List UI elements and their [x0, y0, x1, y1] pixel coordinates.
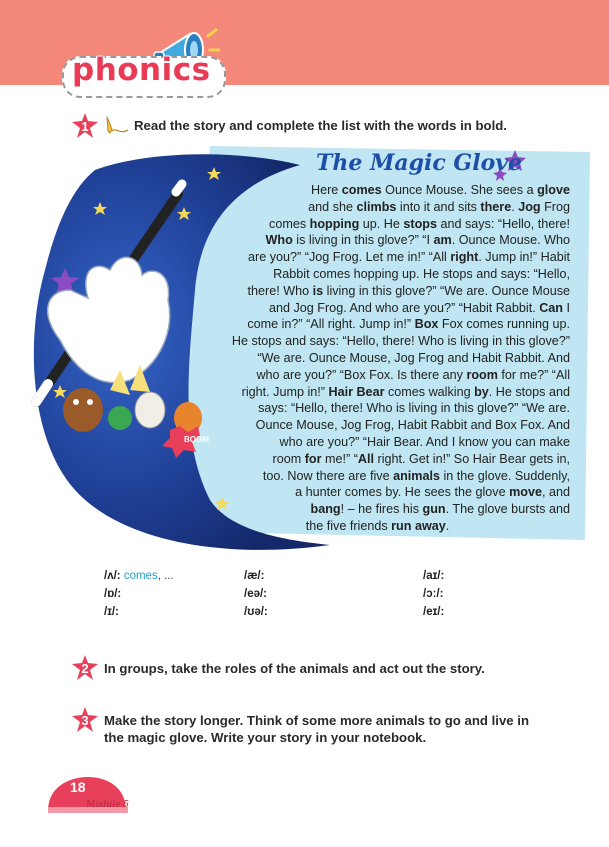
- pencil-icon: [104, 115, 130, 135]
- story-line: and she climbs into it and sits there. Jog Frog: [308, 199, 570, 214]
- sound-row: /ɔː/:: [423, 588, 444, 600]
- sound-row: /ɒ/:: [104, 588, 122, 600]
- bold-word: All: [357, 451, 375, 466]
- bold-word: move: [509, 485, 542, 500]
- sound-row: /eɪ/:: [423, 606, 445, 618]
- exercise-2-badge: [72, 655, 98, 681]
- bold-word: there: [480, 199, 512, 214]
- bold-word: animals: [393, 468, 440, 483]
- sound-row: /eə/:: [244, 588, 268, 600]
- story-line: says: “Hello, there! Who is living in this glove?” “We are.: [258, 401, 570, 416]
- story-line: who are you?” “Hair Bear. And I know you can make: [279, 434, 570, 449]
- bold-word: bang: [310, 502, 341, 517]
- bold-word: by: [474, 384, 489, 399]
- story-line: Ounce Mouse, Jog Frog, Habit Rabbit and Box Fox. And: [255, 418, 570, 433]
- sound-row: /æ/:: [244, 570, 265, 582]
- story-line: room for me!” “All right. Get in!” So Hair Bear gets in,: [272, 451, 570, 466]
- story-line: there! Who is living in this glove?” “We are. Ounce Mouse: [247, 283, 570, 298]
- bold-word: hopping: [309, 216, 360, 231]
- bold-word: Who: [265, 233, 293, 248]
- bold-word: Box: [414, 317, 439, 332]
- sound-row: /ʌ/: comes, ...: [104, 570, 174, 582]
- bold-word: right: [450, 250, 479, 265]
- story-line: comes hopping up. He stops and says: “Hello, there!: [269, 216, 570, 231]
- story-line: a hunter comes by. He sees the glove move, and: [295, 485, 570, 500]
- exercise-3-number: 3: [81, 713, 89, 728]
- boom-text: BOOM: [184, 435, 209, 444]
- exercise-3-instruction-line-2: the magic glove. Write your story in your notebook.: [104, 730, 427, 745]
- bold-word: climbs: [356, 199, 397, 214]
- story-line: and Jog Frog. And who are you?” “Habit Rabbit. Can I: [268, 300, 570, 315]
- story-line: Here comes Ounce Mouse. She sees a glove: [310, 183, 570, 197]
- story-line: too. Now there are five animals in the glove. Suddenly,: [262, 468, 570, 483]
- bold-word: for: [304, 451, 322, 466]
- exercise-1-number: 1: [81, 119, 89, 134]
- logo-text: phonics: [72, 52, 211, 88]
- story-line: are you?” “Jog Frog. Let me in!” “All right. Jump in!” Habit: [248, 250, 570, 265]
- exercise-1-instruction: Read the story and complete the list with the words in bold.: [134, 118, 507, 133]
- story-line: Who is living in this glove?” “I am. Ounce Mouse. Who: [265, 233, 570, 248]
- story-line: He stops and says: “Hello, there! Who is living in this glove?”: [231, 334, 570, 349]
- bold-word: run away: [391, 518, 446, 533]
- exercise-2-instruction: In groups, take the roles of the animals and act out the story.: [104, 661, 485, 676]
- module-label: Module 5: [86, 800, 129, 810]
- bold-word: Hair Bear: [328, 384, 385, 399]
- sound-row: /aɪ/:: [423, 570, 445, 582]
- sound-row: /ɪ/:: [104, 606, 119, 618]
- story-line: who are you?” “Box Fox. Is there any room for me?” “All: [256, 367, 570, 382]
- story-line: right. Jump in!” Hair Bear comes walking by. He stops and: [241, 384, 570, 399]
- phonics-logo: [62, 26, 237, 98]
- story-line: Rabbit comes hopping up. He stops and says: “Hello,: [273, 266, 570, 281]
- exercise-2-number: 2: [81, 661, 89, 676]
- bold-word: room: [466, 367, 498, 382]
- story-text: [185, 182, 570, 535]
- story-title: The Magic Glove: [316, 150, 523, 176]
- story-line: come in?” “All right. Jump in!” Box Fox comes running up.: [247, 317, 570, 332]
- story-line: “We are. Ounce Mouse, Jog Frog and Habit Rabbit. And: [257, 350, 570, 365]
- bold-word: am: [433, 233, 452, 248]
- exercise-3-instruction-line-1: Make the story longer. Think of some more animals to go and live in: [104, 713, 530, 728]
- bold-word: comes: [341, 183, 382, 197]
- story-line: bang! – he fires his gun. The glove bursts and: [310, 502, 570, 517]
- bold-word: is: [312, 283, 324, 298]
- bold-word: stops: [403, 216, 437, 231]
- bold-word: Jog: [518, 199, 541, 214]
- bold-word: gun: [422, 502, 446, 517]
- exercise-1-badge: [72, 113, 98, 139]
- bold-word: Can: [539, 300, 563, 315]
- sound-row: /ʊə/:: [244, 606, 268, 618]
- exercise-3-badge: [72, 707, 98, 733]
- story-line: the five friends run away.: [305, 518, 450, 533]
- example-word: comes: [123, 570, 158, 582]
- bold-word: glove: [537, 183, 570, 197]
- page-number: 18: [70, 779, 86, 795]
